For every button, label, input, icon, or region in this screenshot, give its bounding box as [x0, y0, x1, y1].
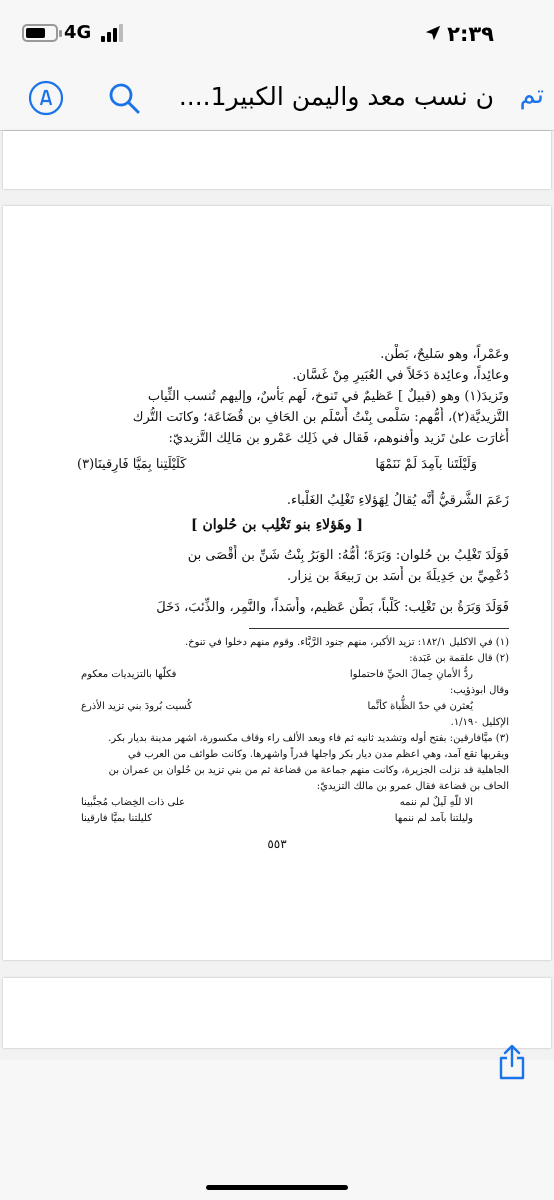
verse-second-half: كَلَيْلَتِنا بِمَيَّا فَارِقينَا(٣)	[77, 457, 187, 472]
verse-first-half: الا للّهِ لَيلٌ لم ننمه	[399, 797, 473, 808]
location-arrow-icon	[424, 24, 442, 42]
footnote-verse	[45, 699, 509, 715]
section-heading: [ وهَؤلاءِ بنو تَغْلِب بن حُلوان ]	[190, 517, 364, 533]
document-page[interactable]	[3, 206, 551, 960]
footnote-divider	[249, 628, 509, 629]
text-line: فَوَلَدَ وَبَرَةُ بن تَغْلِب: كَلْباً، بَطْن عَظيم، وأَسَداً، والنَّمِر، والذِّئبَ، دَخَلَ	[156, 600, 509, 615]
footnote-verse	[45, 811, 509, 827]
verse-first-half: ردُّ الأمانِ جِمالَ الحيِّ فاحتملوا	[349, 669, 473, 680]
footnote-line: ويقربها تقع آمد، وهي اعظم مدن ديار بكر واجلها قدراً واشهرها. وكانت طوائف من العرب في	[128, 749, 509, 760]
footnote-line: الإكليل ١/١٩٠.	[450, 717, 509, 728]
bottom-toolbar	[0, 1060, 554, 1200]
text-line: وتَزيدَ(١) وهو (قبيلٌ ] عَظيمٌ في تَنوخ، لَهم بَأسٌ، وإليهم تُنسب الثِّياب	[147, 389, 509, 404]
previous-page[interactable]	[3, 131, 551, 189]
share-icon[interactable]	[496, 1042, 528, 1082]
document-title: ن نسب معد واليمن الكبير1....	[178, 82, 494, 111]
footnote-verse	[45, 795, 509, 811]
footnote-line: وقال ابوذؤيب:	[449, 685, 509, 696]
network-type: 4G	[64, 22, 92, 43]
verse-second-half: فكلّها بالتزيديات معكوم	[81, 669, 177, 680]
battery-icon	[22, 24, 58, 42]
verse-second-half: كليلتنا بميَّا فارقينا	[81, 813, 152, 824]
verse-second-half: كُسيت بُرودَ بني تزيد الأذرع	[81, 701, 193, 712]
search-icon[interactable]	[106, 80, 142, 116]
status-bar	[0, 0, 554, 66]
poem-verse	[45, 457, 509, 472]
text-line: وعَمْراً، وهو سَليحٌ، بَطْن.	[380, 347, 509, 362]
text-line: زَعَمَ الشَّرقيُّ أَنَّه يُقالُ لِهَؤلاءِ تَغْلِبُ الغَلْباء.	[286, 493, 509, 508]
clock: ٢:٣٩	[447, 22, 494, 46]
text-line: أَغارَت علىٰ تَزيد وأفنوهم، فَقال في ذَلِك عَمْرو بن مَالِك التَّزيديّ:	[168, 431, 509, 446]
footnote-line: الحاف بن قضاعة فقال عمرو بن مالك التزيديّ:	[316, 781, 509, 792]
text-line: دُعْمِيِّ بن جَدِيلَةَ بن أَسَد بن رَبيعَةَ بن نِزار.	[287, 569, 509, 584]
home-indicator	[206, 1185, 348, 1190]
verse-first-half: يُعثرن في حدّ الظُّباة كأنَّما	[367, 701, 473, 712]
footnote-line: الجاهلية قد نزلت الجزيرة، وكانت منهم جماعة من قضاعة ثم من بني تزيد بن حُلوان بن عمران بن	[108, 765, 509, 776]
page-number: ٥٥٣	[267, 837, 287, 851]
verse-second-half: على ذات الخِضاب مُجنَّبينا	[81, 797, 186, 808]
next-page[interactable]	[3, 978, 551, 1048]
footnote-verse	[45, 667, 509, 683]
footnote-line: (٢) قال علقمة بن عَبَدة:	[409, 653, 509, 664]
page-content	[45, 344, 509, 851]
toolbar	[0, 66, 554, 131]
verse-first-half: وَلَيْلَتَنا بآمِدَ لَمْ نَنَمْهَا	[375, 457, 477, 472]
footnote-line: (٣) ميَّافارقين: بفتح أوله وتشديد ثانيه ثم فاء وبعد الألف راء وقاف مكسورة، اشهر مدينة بديار بكر.	[108, 733, 509, 744]
markup-pen-icon[interactable]	[28, 80, 64, 116]
text-line: التَّزيديَّة(٢)، أُمُّهم: سَلْمى بِنْتُ أَسْلَم بن الحَافِ بن قُضَاعَة؛ وكانَت التُّرك	[132, 410, 509, 425]
done-button[interactable]: تم	[519, 80, 544, 110]
text-line: فَوَلَدَ تَغْلِبُ بن حُلوان: وَبَرَةَ؛ أُمُّهُ: الوَبَرُ بِنْتُ شَنِّ بن أَقْصَى بن	[187, 548, 509, 563]
text-line: وعائِداً، وعائِدة دَخَلاً في العُبَيرِ مِنْ غَسَّان.	[292, 368, 509, 383]
footnote-line: (١) في الاكليل ١٨٢/١: تزيد الأكبر، منهم جنود الرَّبَّاء. وقوم منهم دخلوا في تنوخ.	[184, 637, 509, 648]
verse-first-half: وليلتنا بآمد لم ننمها	[394, 813, 473, 824]
signal-icon	[101, 24, 125, 42]
